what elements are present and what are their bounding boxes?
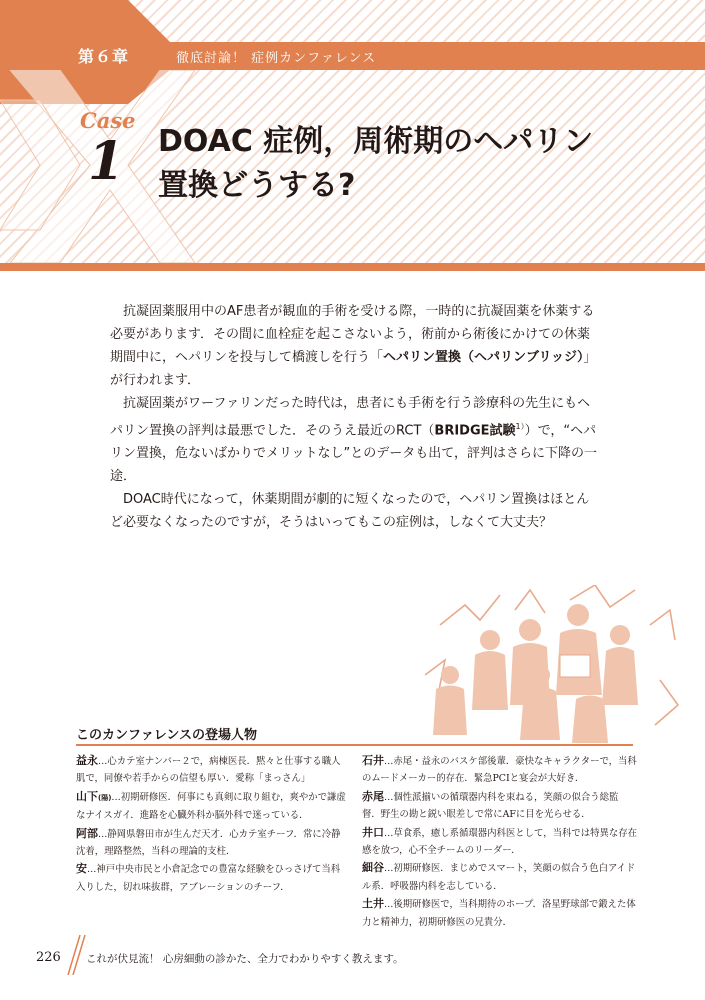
conference-people-illustration <box>420 585 680 745</box>
footer-running-title: これが伏見流！ 心房細動の診かた、全力でわかりやすく教えます。 <box>86 953 404 965</box>
footer-slash-icon <box>66 935 88 975</box>
cast-description: …静岡県磐田市が生んだ天才．心カテ室チーフ．常に冷静沈着，理路整然，当科の理論的支柱． <box>76 828 341 858</box>
cast-name: 安 <box>76 862 87 876</box>
cast-heading: このカンファレンスの登場人物 <box>76 728 258 743</box>
cast-item-yamashita <box>76 788 348 825</box>
intro-paragraph-1 <box>110 300 600 392</box>
header-rule <box>0 263 705 271</box>
paragraph-text: 抗凝固薬がワーファリンだった時代は，患者にも手術を行う診療科の先生にもヘパリン置換の評判は最悪でした．そのうえ最近のRCT（ <box>110 396 591 439</box>
paragraph-text: 抗凝固薬服用中のAF患者が観血的手術を受ける際，一時的に抗凝固薬を休薬する必要があります．その間に血栓症を起こさないよう，術前から術後にかけての休薬期間中に，ヘパリンを投与して橋渡しを行う「 <box>110 304 595 365</box>
cast-name: 石井 <box>362 754 384 767</box>
case-title <box>158 120 593 208</box>
cast-item-hosoya <box>362 859 637 895</box>
case-label: Case <box>80 108 136 133</box>
page-number: 226 <box>36 950 61 965</box>
bold-term: ヘパリン置換（ヘパリンブリッジ） <box>383 350 584 365</box>
case-title-line-2: 置換どうする? <box>158 168 356 203</box>
cast-name: 益永 <box>76 754 98 767</box>
cast-description: …神戸中央市民と小倉記念での豊富な経験をひっさげて当科入りした，切れ味抜群，アブレーションのチーフ． <box>76 864 341 893</box>
cast-divider <box>76 744 633 746</box>
cast-item-doi <box>362 895 637 931</box>
intro-paragraph-3: DOAC時代になって，休薬期間が劇的に短くなったので，ヘパリン置換はほとんど必要なくなったのですが，そうはいってもこの症例は，しなくて大丈夫？ <box>110 492 590 531</box>
cast-item-ishii <box>362 752 637 788</box>
cast-name: 山下 <box>76 789 98 803</box>
cast-item-iguchi <box>362 824 637 860</box>
cast-description: …赤尾・益永のバスケ部後輩．豪快なキャラクターで，当科のムードメーカー的存在．緊急PCIと宴会が大好き． <box>362 756 637 785</box>
cast-description: …心カテ室ナンバー２で，病棟医長．黙々と仕事する職人肌で，同僚や若手からの信望も厚い．愛称「まっさん」 <box>76 756 341 785</box>
cast-column-right <box>362 752 637 931</box>
intro-paragraph-2 <box>110 392 600 488</box>
case-title-line-1: DOAC 症例，周術期のヘパリン <box>158 124 594 159</box>
cast-description: …後期研修医で，当科期待のホープ．洛星野球部で鍛えた体力と精神力，初期研修医の兄貴分． <box>362 899 636 928</box>
chapter-title: 徹底討論！ 症例カンファレンス <box>176 51 377 66</box>
case-number: 1 <box>88 131 125 192</box>
paragraph-text: 」が行われます． <box>110 350 597 388</box>
reference-marker: 1） <box>515 422 525 431</box>
cast-description: …個性派揃いの循環器内科を束ねる，笑顔の似合う総監督．野生の勘と鋭い眼差しで常にAFに目を光らせる． <box>362 791 619 821</box>
intro-text <box>110 300 600 534</box>
cast-description: …草食系，癒し系循環器内科医として，当科では特異な存在感を放つ，心不全チームのリーダー． <box>362 827 637 857</box>
cast-item-abe <box>76 825 348 861</box>
cast-name: 細谷 <box>362 861 384 875</box>
bold-term: BRIDGE試験 <box>434 423 516 439</box>
cast-name: 井口 <box>362 825 384 839</box>
cast-name: 土井 <box>362 897 384 911</box>
cast-name: 赤尾 <box>362 789 384 803</box>
paragraph-text: ）で，“ヘパリン置換，危ないばかりでメリットなし”とのデータも出て，評判はさらに下降の一途． <box>110 423 597 485</box>
cast-name-tag: (陽) <box>98 793 112 802</box>
chapter-number: 第６章 <box>78 47 130 66</box>
cast-item-masunaga <box>76 752 348 788</box>
cast-description: …初期研修医．何事にも真剣に取り組む，爽やかで謙虚なナイスガイ．進路を心臓外科か脳外科で迷っている． <box>76 791 346 822</box>
cast-name: 阿部 <box>76 826 98 840</box>
cast-item-yasu <box>76 860 348 896</box>
cast-item-akao <box>362 788 637 824</box>
cast-column-left <box>76 752 348 896</box>
cast-description: …初期研修医．まじめでスマート，笑顔の似合う色白アイドル系．呼吸器内科を志している． <box>362 863 636 892</box>
